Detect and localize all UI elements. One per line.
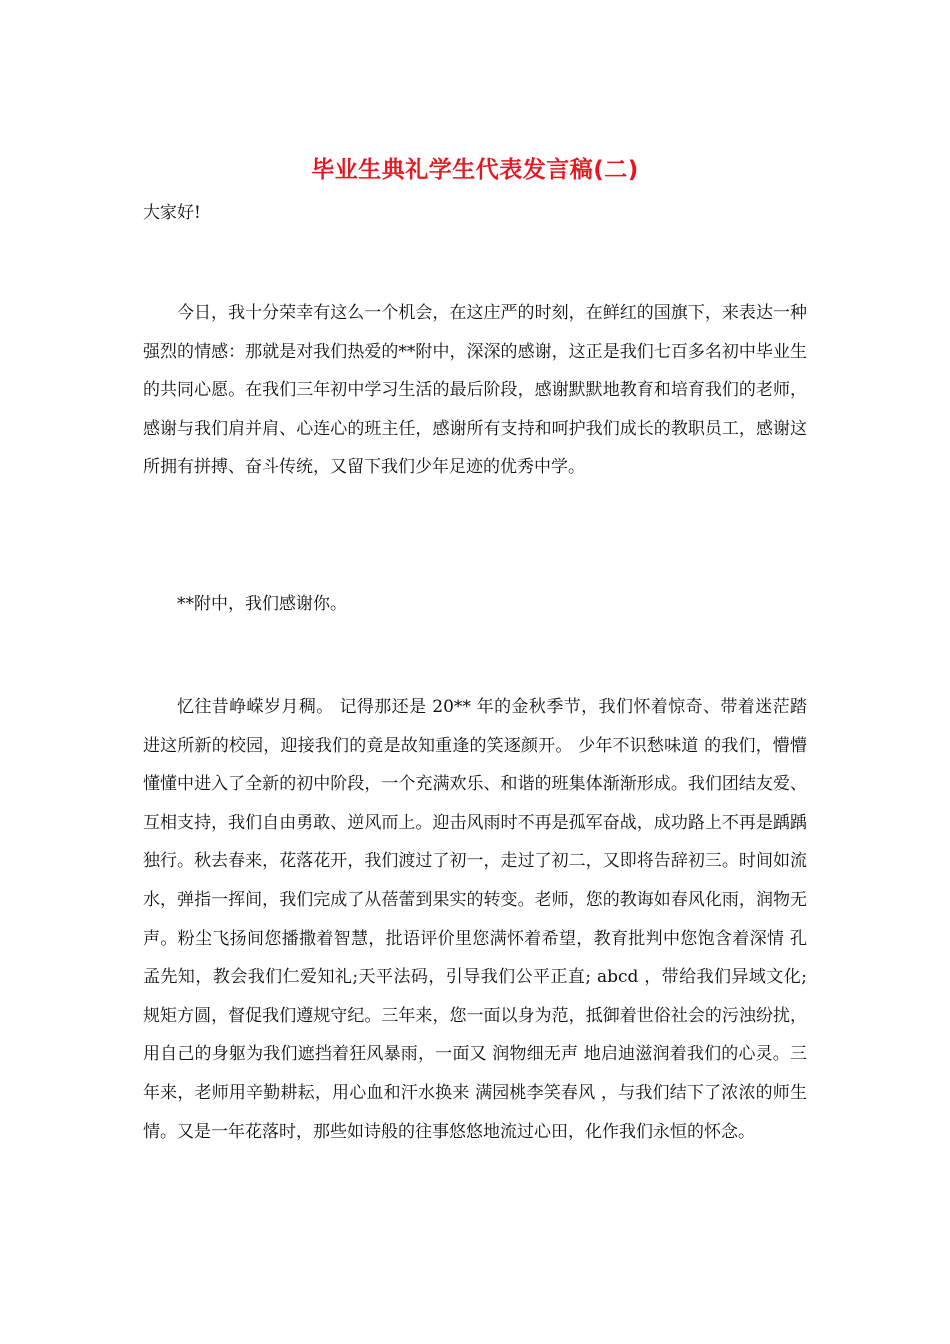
greeting-line: 大家好! bbox=[143, 203, 201, 223]
document-title: 毕业生典礼学生代表发言稿(二) bbox=[311, 157, 639, 183]
paragraph-short-thanks: **附中，我们感谢你。 bbox=[177, 594, 347, 614]
paragraph-thanks: 今日，我十分荣幸有这么一个机会，在这庄严的时刻，在鲜红的国旗下，来表达一种强烈的情感：那就是对我们热爱的**附中，深深的感谢，这正是我们七百多名初中毕业生的共同心愿。在我们三年初中学习生活的最后阶段，感谢默默地教育和培育我们的老师，感谢与我们肩并肩、心连心的班主任，感谢所有支持和呵护我们成长的教职员工，感谢这所拥有拼搏、奋斗传统，又留下我们少年足迹的优秀中学。 bbox=[143, 303, 807, 478]
paragraph-memories: 忆往昔峥嵘岁月稠。 记得那还是 20** 年的金秋季节，我们怀着惊奇、带着迷茫踏进这所新的校园，迎接我们的竟是故知重逢的笑逐颜开。 少年不识愁味道 的我们，懵懵懂懂中进入了全新的初中阶段，一个充满欢乐、和谐的班集体渐渐形成。我们团结友爱、互相支持，我们自由勇敢、逆风而上。迎击风雨时不再是孤军奋战，成功路上不再是踽踽独行。秋去春来，花落花开，我们渡过了初一，走过了初二，又即将告辞初三。时间如流水，弹指一挥间，我们完成了从蓓蕾到果实的转变。老师，您的教诲如春风化雨，润物无声。粉尘飞扬间您播撒着智慧，批语评价里您满怀着希望，教育批判中您饱含着深情 孔孟先知，教会我们仁爱知礼;天平法码，引导我们公平正直; abcd ，带给我们异域文化;规矩方圆，督促我们遵规守纪。三年来，您一面以身为范，抵御着世俗社会的污浊纷扰，用自己的身躯为我们遮挡着狂风暴雨，一面又 润物细无声 地启迪滋润着我们的心灵。三年来，老师用辛勤耕耘，用心血和汗水换来 满园桃李笑春风 ，与我们结下了浓浓的师生情。又是一年花落时，那些如诗般的往事悠悠地流过心田，化作我们永恒的怀念。 bbox=[143, 697, 807, 1142]
